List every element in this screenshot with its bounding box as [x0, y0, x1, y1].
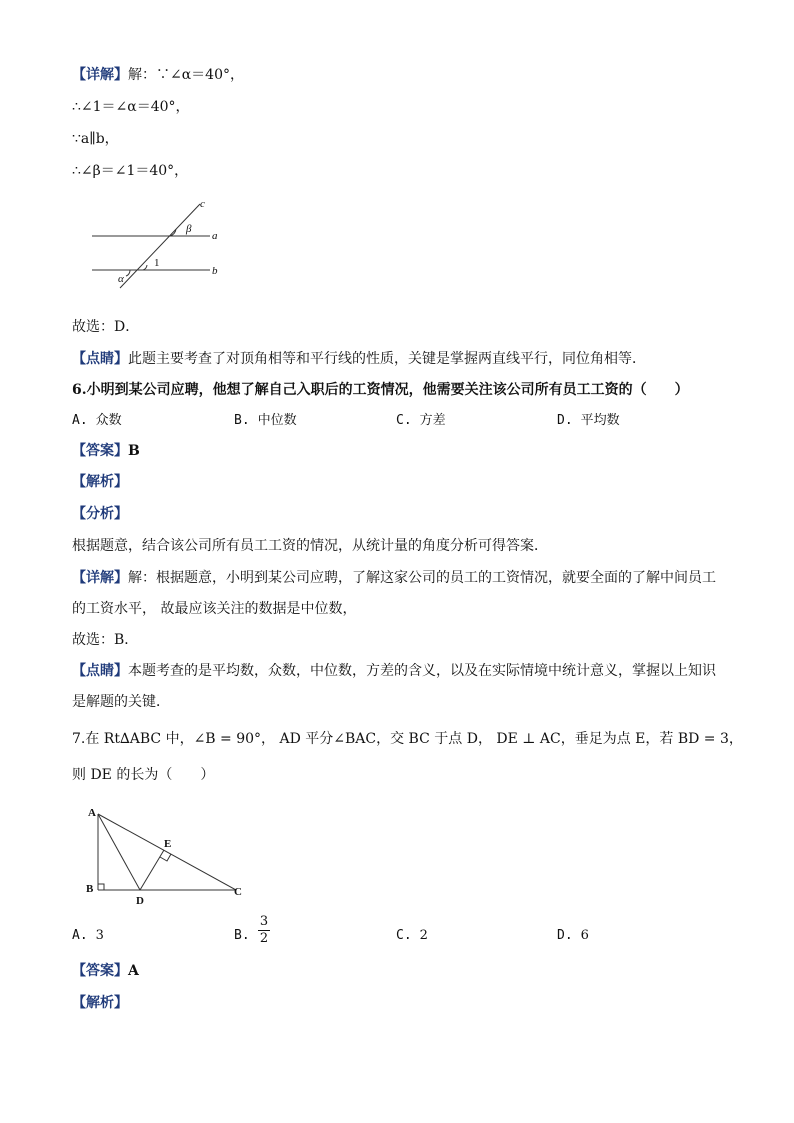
answer-tag: 【答案】 [72, 443, 128, 459]
label-b: b [212, 265, 218, 277]
right-angle-e [160, 854, 171, 861]
q6-answer [72, 442, 140, 460]
q5-detail-line2: ∴∠1＝∠α＝40°， [72, 99, 190, 115]
segment-de [140, 850, 164, 890]
label-c: c [200, 198, 205, 210]
q6-detail-text: 解：根据题意，小明到某公司应聘，了解这家公司的员工的工资情况，就要全面的了解中间员工 [128, 570, 716, 586]
option-text: 中位数 [257, 413, 297, 428]
label-1: 1 [154, 257, 160, 269]
label-B: B [86, 883, 94, 895]
option-text: 平均数 [580, 413, 620, 428]
option-text: 方差 [419, 413, 446, 428]
q6-fenxi-text: 根据题意，结合该公司所有员工工资的情况，从统计量的角度分析可得答案． [72, 538, 548, 554]
option-letter: D. [557, 413, 573, 428]
detail-tag: 【详解】 [72, 67, 128, 83]
q7-analysis-tag: 【解析】 [72, 995, 128, 1011]
label-beta: β [186, 223, 192, 235]
option-letter: A. [72, 928, 88, 943]
q6-detail-line2: 的工资水平， 故最应该关注的数据是中位数， [72, 601, 357, 617]
q6-fenxi-tag: 【分析】 [72, 506, 128, 522]
q6-detail-line1 [72, 569, 716, 587]
alpha-arc [126, 270, 130, 276]
option-letter: C. [396, 413, 412, 428]
option-text: 6 [580, 928, 589, 943]
q7-stem-line2: 则 DE 的长为（ ） [72, 767, 215, 783]
q6-option-c[interactable] [396, 412, 446, 430]
q5-detail-line4: ∴∠β＝∠1＝40°， [72, 163, 189, 179]
right-angle-b [98, 884, 104, 890]
q5-choice: 故选：D． [72, 319, 140, 335]
comment-tag: 【点睛】 [72, 663, 128, 679]
option-letter: D. [557, 928, 573, 943]
option-letter: A. [72, 413, 88, 428]
parallel-lines-figure [86, 196, 236, 296]
q7-option-a[interactable] [72, 927, 104, 945]
label-A: A [88, 807, 96, 819]
q6-stem: 6.小明到某公司应聘，他想了解自己入职后的工资情况，他需要关注该公司所有员工工资的（ ） [72, 382, 689, 398]
option-text: 2 [419, 928, 428, 943]
label-C: C [234, 886, 242, 898]
q7-option-b[interactable] [234, 927, 258, 945]
label-a: a [212, 230, 218, 242]
q5-comment [72, 350, 646, 368]
q7-option-d[interactable] [557, 927, 589, 945]
q5-detail-line1 [72, 66, 244, 84]
option-text: 众数 [95, 413, 122, 428]
fraction-numerator: 3 [259, 914, 269, 929]
option-letter: B. [234, 928, 250, 943]
q7-stem-line1: 7.在 Rt∆ABC 中，∠B = 90°， AD 平分∠BAC，交 BC 于点 D， DE ⊥ AC，垂足为点 E，若 BD = 3， [72, 731, 743, 747]
answer-value: B [128, 443, 140, 459]
fraction-denominator: 2 [259, 931, 269, 946]
q5-comment-text: 此题主要考查了对顶角相等和平行线的性质，关键是掌握两直线平行，同位角相等． [128, 351, 646, 367]
q5-detail-text: 解：∵∠α＝40°， [128, 67, 244, 83]
q6-option-a[interactable] [72, 412, 122, 430]
q6-comment-line1 [72, 662, 716, 680]
label-E: E [164, 838, 172, 850]
angle1-arc [143, 265, 147, 270]
q6-option-d[interactable] [557, 412, 620, 430]
q6-comment-line2: 是解题的关键． [72, 694, 170, 710]
q6-comment-text: 本题考查的是平均数，众数，中位数，方差的含义，以及在实际情境中统计意义，掌握以上知识 [128, 663, 716, 679]
triangle-figure [80, 800, 250, 910]
detail-tag: 【详解】 [72, 570, 128, 586]
option-letter: B. [234, 413, 250, 428]
label-D: D [136, 895, 144, 907]
option-letter: C. [396, 928, 412, 943]
answer-value: A [128, 963, 139, 979]
label-alpha: α [118, 273, 124, 285]
q5-detail-line3: ∵a∥b， [72, 131, 119, 147]
q6-choice: 故选：B． [72, 632, 139, 648]
option-text: 3 [95, 928, 104, 943]
q6-analysis-tag: 【解析】 [72, 474, 128, 490]
q7-option-c[interactable] [396, 927, 428, 945]
answer-tag: 【答案】 [72, 963, 128, 979]
line-c [120, 204, 200, 288]
q6-option-b[interactable] [234, 412, 297, 430]
comment-tag: 【点睛】 [72, 351, 128, 367]
fraction-three-halves [258, 914, 270, 947]
q7-answer [72, 962, 139, 980]
